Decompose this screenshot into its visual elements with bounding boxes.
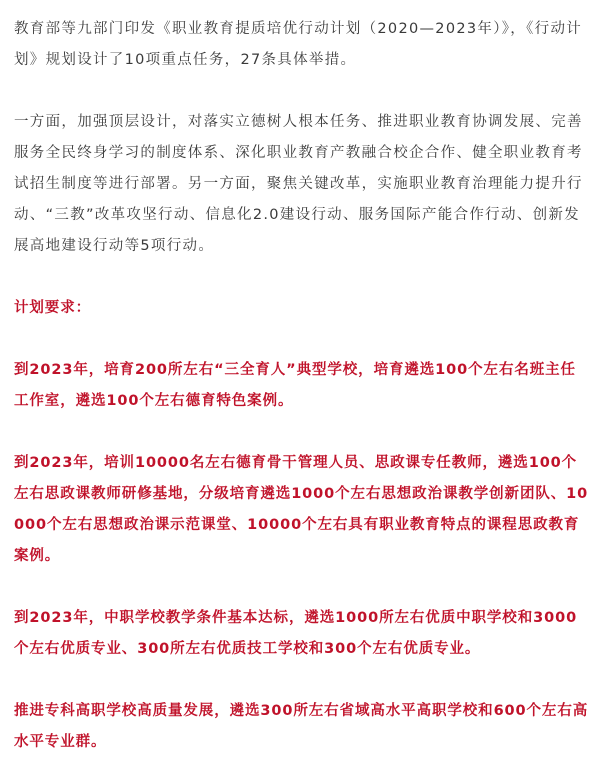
paragraph-spacer	[14, 262, 590, 293]
intro-paragraph: 教育部等九部门印发《职业教育提质培优行动计划（2020—2023年）》，《行动计划》规划设计了10项重点任务，27条具体举措。	[14, 21, 583, 68]
article-body	[14, 14, 590, 758]
requirements-heading: 计划要求：	[14, 300, 91, 316]
requirement-item-3: 到2023年，中职学校教学条件基本达标，遴选1000所左右优质中职学校和3000个左右优质专业、300所左右优质技工学校和300个左右优质专业。	[14, 610, 578, 657]
paragraph-spacer	[14, 417, 590, 448]
paragraph-spacer	[14, 76, 590, 107]
requirement-item-1: 到2023年，培育200所左右“三全育人”典型学校，培育遴选100个左右名班主任工作室，遴选100个左右德育特色案例。	[14, 362, 576, 409]
paragraph-spacer	[14, 572, 590, 603]
paragraph-spacer	[14, 324, 590, 355]
requirement-item-4: 推进专科高职学校高质量发展，遴选300所左右省域高水平高职学校和600个左右高水平专业群。	[14, 703, 589, 750]
overview-paragraph: 一方面，加强顶层设计，对落实立德树人根本任务、推进职业教育协调发展、完善服务全民终身学习的制度体系、深化职业教育产教融合校企合作、健全职业教育考试招生制度等进行部署。另一方面，聚焦关键改革，实施职业教育治理能力提升行动、“三教”改革攻坚行动、信息化2.0建设行动、服务国际产能合作行动、创新发展高地建设行动等5项行动。	[14, 114, 583, 254]
requirement-item-2: 到2023年，培训10000名左右德育骨干管理人员、思政课专任教师，遴选100个左右思政课教师研修基地，分级培育遴选1000个左右思想政治课教学创新团队、10000个左右思想政治课示范课堂、10000个左右具有职业教育特点的课程思政教育案例。	[14, 455, 589, 564]
paragraph-spacer	[14, 665, 590, 696]
